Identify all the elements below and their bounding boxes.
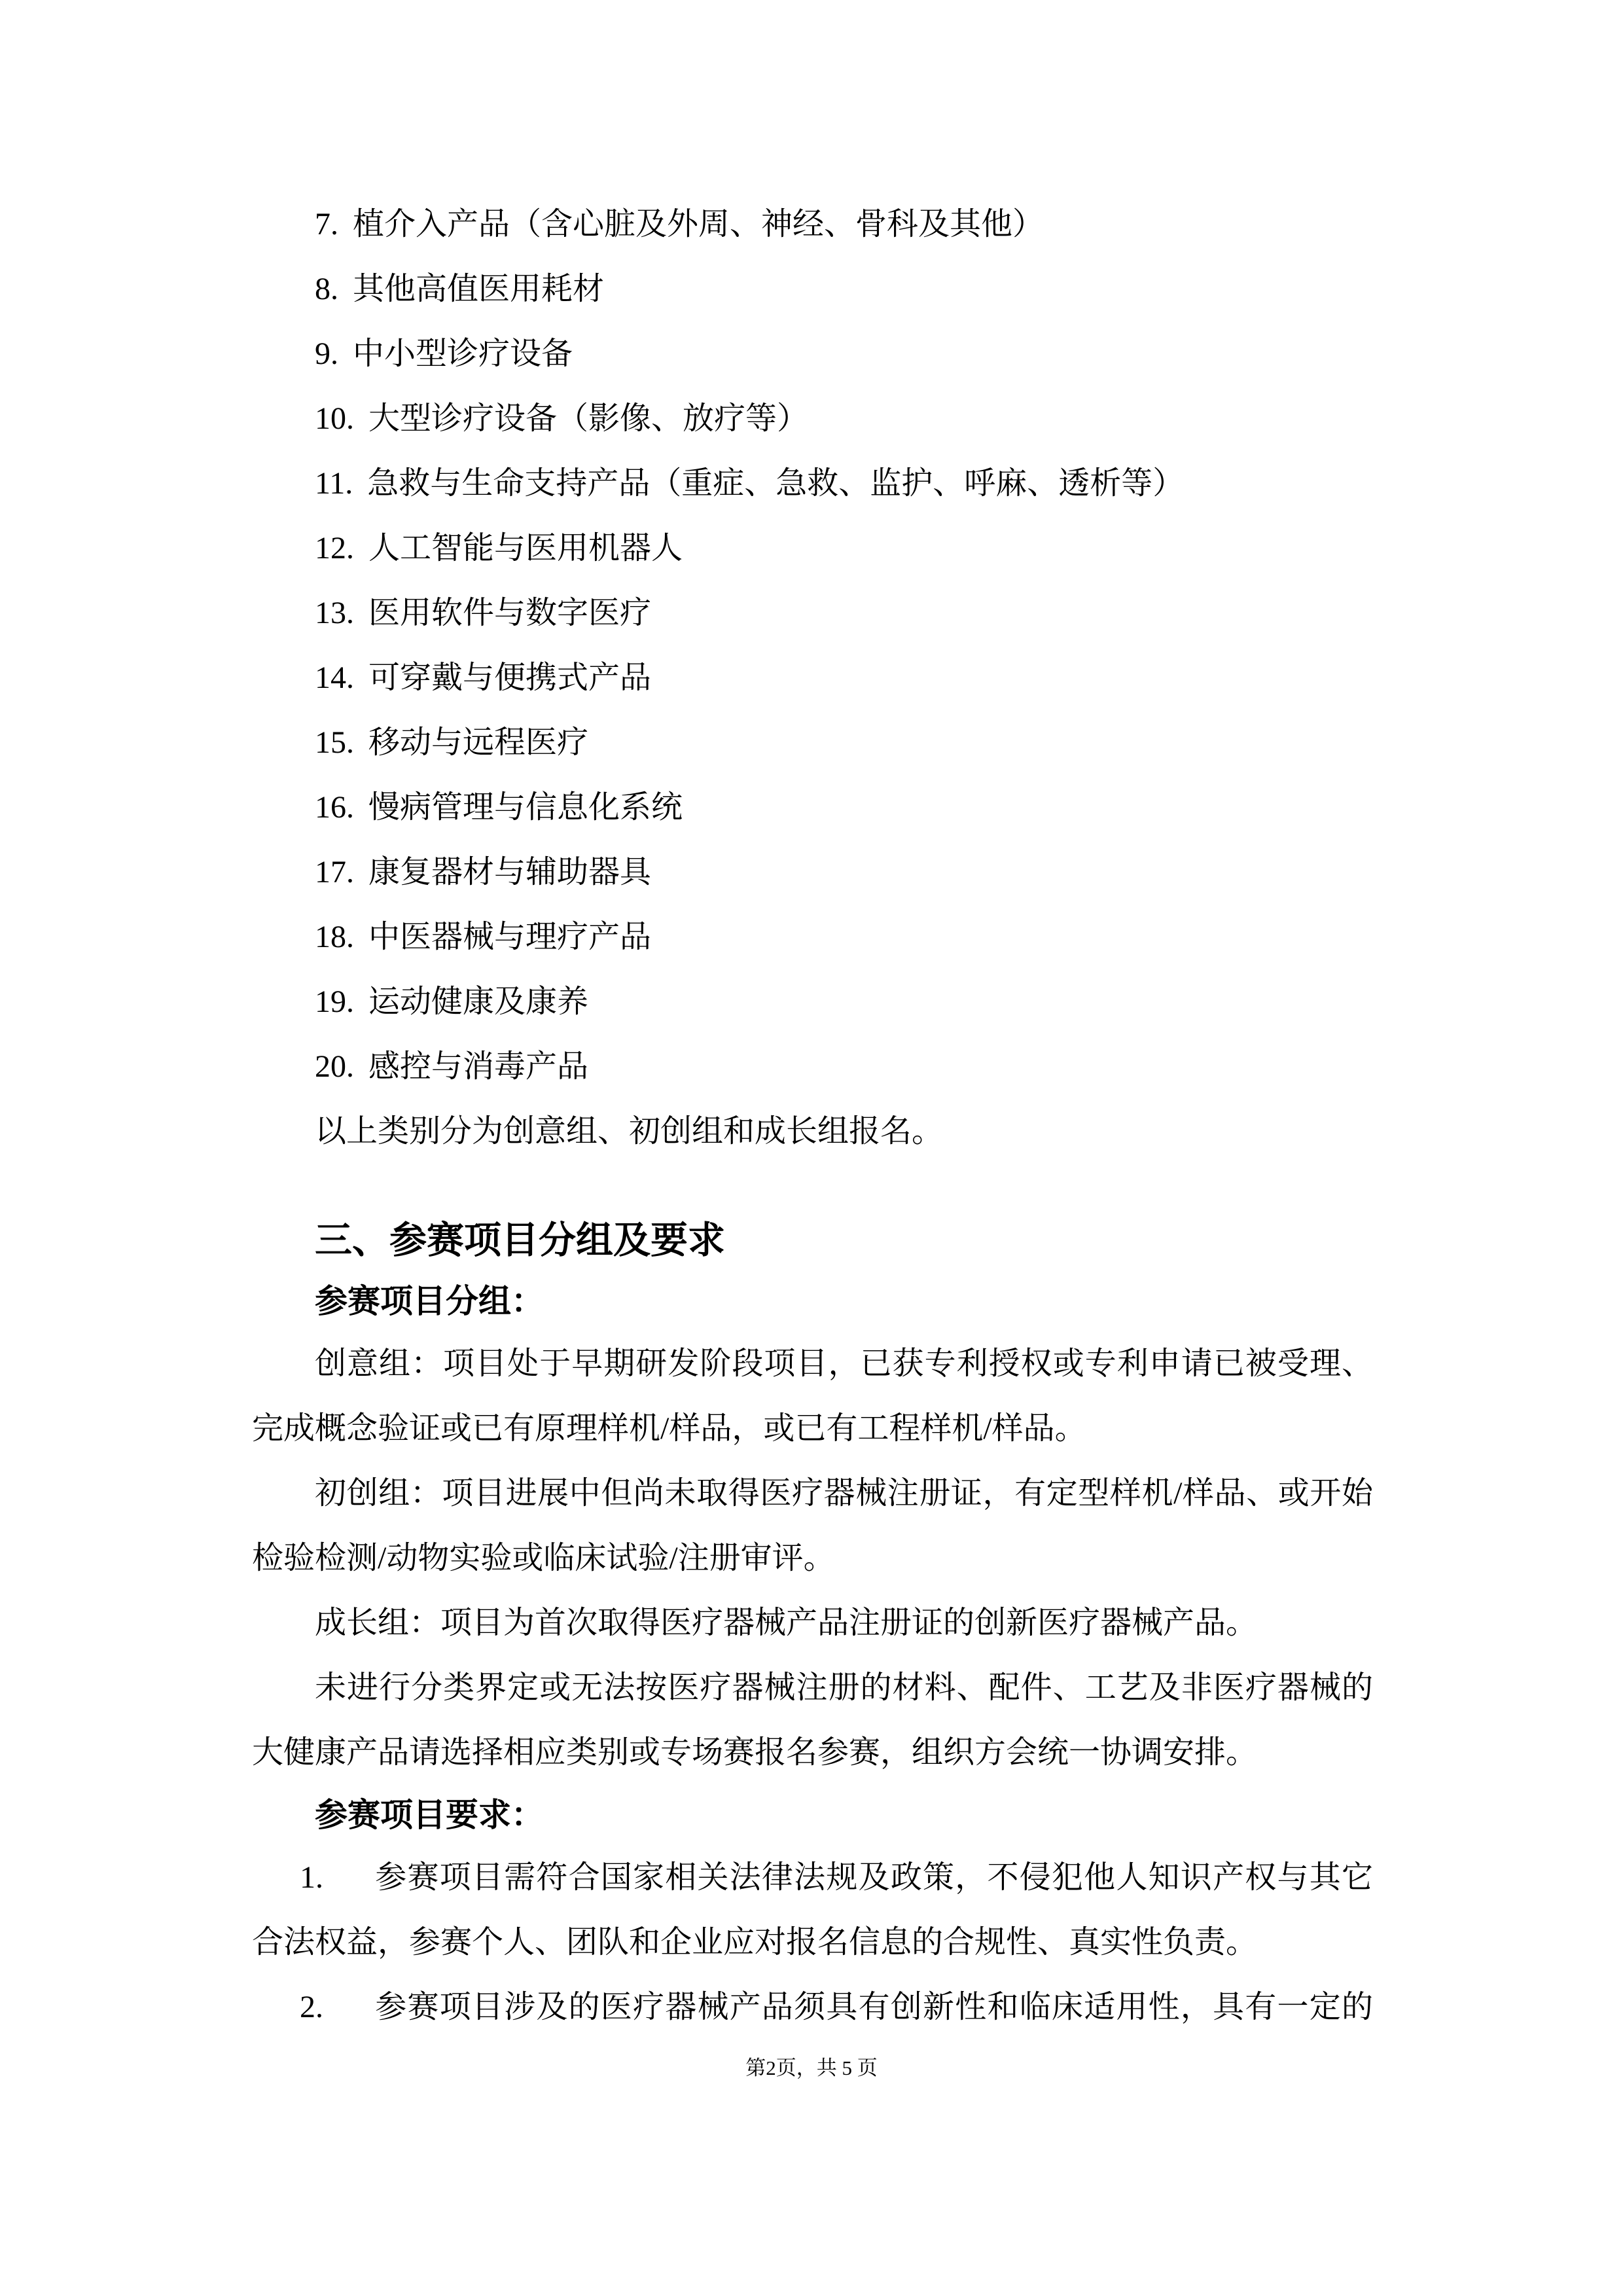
page-number-footer: 第2页，共 5 页 [745, 2056, 878, 2079]
list-item-13 [252, 581, 1373, 645]
paragraph-line: 检验检测/动物实验或临床试验/注册审评。 [252, 1541, 835, 1575]
requirement-text: 参赛项目需符合国家相关法律法规及政策，不侵犯他人知识产权与其它 [374, 1860, 1373, 1895]
requirement-number: 2. [300, 1990, 323, 2024]
list-item-12 [252, 516, 1373, 581]
list-item-number: 20. [315, 1049, 354, 1084]
list-item-11 [252, 451, 1373, 516]
paragraph-line: 未进行分类界定或无法按医疗器械注册的材料、配件、工艺及非医疗器械的 [315, 1670, 1373, 1705]
requirement-item-1-continued: 合法权益，参赛个人、团队和企业应对报名信息的合规性、真实性负责。 [252, 1925, 1258, 1960]
requirement-item-2 [252, 1975, 1373, 2039]
list-item-number: 13. [315, 596, 354, 630]
list-item-number: 11. [315, 466, 353, 501]
list-item-number: 14. [315, 660, 354, 695]
document-body [252, 192, 1373, 2039]
list-item-text: 人工智能与医用机器人 [368, 531, 683, 565]
list-item-number: 16. [315, 790, 354, 825]
paragraph-line: 初创组：项目进展中但尚未取得医疗器械注册证，有定型样机/样品、或开始 [315, 1476, 1373, 1511]
list-item-number: 12. [315, 531, 354, 565]
blank-line [252, 1164, 1373, 1211]
list-item-text: 医用软件与数字医疗 [368, 596, 652, 630]
list-item-19 [252, 969, 1373, 1034]
list-item-text: 中小型诊疗设备 [353, 336, 573, 371]
list-item-text: 康复器材与辅助器具 [368, 855, 652, 889]
paragraph-line: 成长组：项目为首次取得医疗器械产品注册证的创新医疗器械产品。 [315, 1605, 1258, 1640]
requirement-text: 参赛项目涉及的医疗器械产品须具有创新性和临床适用性，具有一定的 [374, 1990, 1373, 2024]
requirement-item-1 [252, 1845, 1373, 1910]
list-item-text: 可穿戴与便携式产品 [368, 660, 652, 695]
list-item-7 [252, 192, 1373, 257]
list-item-number: 8. [315, 272, 338, 306]
list-item-text: 其他高值医用耗材 [353, 272, 605, 306]
list-item-number: 19. [315, 984, 354, 1019]
list-item-number: 7. [315, 207, 338, 242]
list-item-number: 9. [315, 336, 338, 371]
list-item-text: 慢病管理与信息化系统 [368, 790, 683, 825]
requirement-number: 1. [300, 1860, 323, 1895]
list-item-number: 18. [315, 920, 354, 954]
list-item-number: 10. [315, 401, 354, 436]
list-item-14 [252, 645, 1373, 710]
section-heading: 三、参赛项目分组及要求 [315, 1220, 725, 1261]
paragraph-line: 创意组：项目处于早期研发阶段项目，已获专利授权或专利申请已被受理、 [315, 1346, 1373, 1381]
list-item-18 [252, 905, 1373, 969]
list-item-8 [252, 257, 1373, 321]
list-item-text: 急救与生命支持产品（重症、急救、监护、呼麻、透析等） [367, 466, 1185, 501]
list-item-text: 移动与远程医疗 [368, 725, 589, 760]
list-item-16 [252, 775, 1373, 840]
paragraph-line: 大健康产品请选择相应类别或专场赛报名参赛，组织方会统一协调安排。 [252, 1735, 1258, 1770]
list-item-text: 中医器械与理疗产品 [368, 920, 652, 954]
list-item-text: 感控与消毒产品 [368, 1049, 589, 1084]
grouping-heading: 参赛项目分组： [315, 1283, 544, 1319]
requirements-heading: 参赛项目要求： [315, 1797, 544, 1833]
list-item-9 [252, 321, 1373, 386]
list-item-10 [252, 386, 1373, 451]
list-item-text: 大型诊疗设备（影像、放疗等） [368, 401, 809, 436]
list-item-number: 17. [315, 855, 354, 889]
paragraph-line: 完成概念验证或已有原理样机/样品，或已有工程样机/样品。 [252, 1411, 1086, 1446]
list-item-20 [252, 1034, 1373, 1099]
list-item-15 [252, 710, 1373, 775]
list-note: 以上类别分为创意组、初创组和成长组报名。 [315, 1114, 944, 1149]
list-item-text: 植介入产品（含心脏及外周、神经、骨科及其他） [353, 207, 1044, 242]
list-item-number: 15. [315, 725, 354, 760]
list-item-text: 运动健康及康养 [368, 984, 589, 1019]
list-item-17 [252, 840, 1373, 905]
